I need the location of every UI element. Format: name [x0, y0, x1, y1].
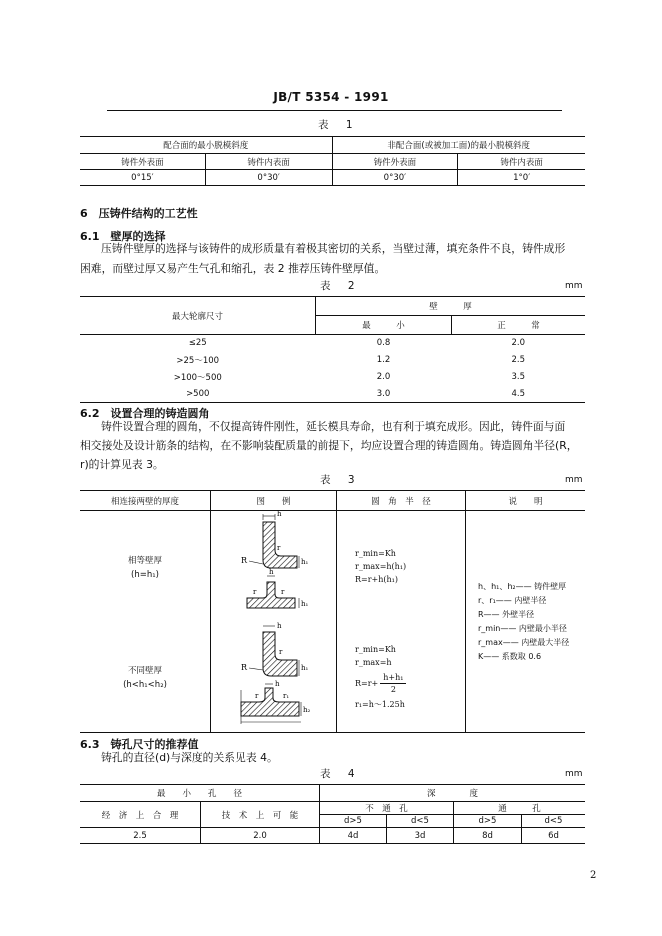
table2-head-min: 最 小 [316, 316, 452, 335]
note-item: R—— 外壁半径 [478, 609, 535, 619]
table2-cell: 0.8 [316, 335, 452, 352]
table1-caption: 表 1 [318, 119, 360, 131]
table3-row1-formulas [337, 511, 466, 623]
table2-caption: 表 2 [320, 280, 362, 292]
page-header: JB/T 5354 - 1991 [273, 90, 389, 104]
table1 [80, 136, 585, 186]
fig-label-R: R [241, 663, 248, 672]
section-6-2-para-line3: r)的计算见表 3。 [80, 458, 164, 471]
fig-label-r: r [255, 692, 259, 700]
table3-head-radius: 圆 角 半 径 [337, 491, 466, 511]
table4 [80, 784, 585, 844]
table2-cell: 3.0 [316, 386, 452, 403]
table2-head-wall: 壁 厚 [316, 297, 586, 316]
table3-head-thickness: 相连接两壁的厚度 [80, 491, 211, 511]
section-6-3-title: 6.3 铸孔尺寸的推荐值 [80, 738, 199, 751]
table1-group-b: 非配合面(或被加工面)的最小脱模斜度 [332, 137, 585, 154]
section-6-2-title: 6.2 设置合理的铸造圆角 [80, 407, 210, 420]
table1-cell: 0°30′ [205, 170, 332, 186]
table2-cell: 2.0 [452, 335, 586, 352]
row2-formula-R [355, 672, 465, 695]
table4-cell: 6d [522, 828, 586, 844]
fig-label-h2: h₂ [303, 706, 311, 714]
note-item: h、h₁、h₂—— 铸件壁厚 [478, 581, 567, 591]
table1-col-3: 铸件外表面 [332, 154, 458, 170]
table2-cell: 4.5 [452, 386, 586, 403]
fig-label-h1: h₁ [301, 558, 309, 566]
row1-formula-rmax: r_max=h(h₁) [355, 562, 407, 572]
row1-label-line1: 相等壁厚 [127, 555, 162, 566]
table4-head-through: 通 孔 [454, 802, 586, 815]
note-item: r_max—— 内壁最大半径 [478, 637, 570, 647]
fig-label-r: r [253, 588, 257, 596]
row2-fraction-num: h+h₁ [380, 672, 406, 684]
table4-unit: mm [565, 769, 583, 779]
table2 [80, 296, 585, 403]
row1-formula-rmin: r_min=Kh [355, 549, 396, 559]
table1-cell: 1°0′ [458, 170, 585, 186]
table4-caption: 表 4 [320, 768, 362, 780]
table2-cell: 3.5 [511, 372, 526, 382]
table3-unit: mm [565, 475, 583, 485]
figure-unequal-wall-l [241, 622, 309, 676]
fig-label-h1: h₁ [301, 600, 309, 608]
row1-label-line2: (h=h₁) [131, 569, 159, 580]
table1-group-a: 配合面的最小脱模斜度 [80, 137, 332, 154]
table1-col-2: 铸件内表面 [205, 154, 332, 170]
table1-col-4: 铸件内表面 [458, 154, 585, 170]
fig-label-R: R [241, 556, 248, 565]
table4-cell: 4d [320, 828, 387, 844]
row2-label-line2: (h<h₁<h₂) [123, 680, 167, 691]
row1-formula-R: R=r+h(h₁) [355, 575, 399, 585]
page-number: 2 [590, 870, 597, 881]
table2-head-normal: 正 常 [452, 316, 586, 335]
table1-cell: 0°30′ [332, 170, 458, 186]
figure-equal-wall-t [247, 568, 309, 608]
fig-label-h: h [277, 622, 282, 630]
note-item: r_min—— 内壁最小半径 [478, 623, 567, 633]
section-6-title: 6 压铸件结构的工艺性 [80, 207, 198, 220]
table3-caption: 表 3 [320, 474, 362, 486]
fig-label-h: h [277, 510, 282, 518]
section-6-3-para: 铸孔的直径(d)与深度的关系见表 4。 [101, 751, 278, 764]
table4-head-min-diameter: 最 小 孔 径 [80, 785, 320, 802]
table4-head-tech: 技 术 上 可 能 [201, 802, 320, 828]
fig-label-r: r [281, 588, 285, 596]
table2-cell: 2.5 [511, 355, 526, 365]
figure-unequal-wall-t [241, 680, 311, 724]
section-6-1-title: 6.1 壁厚的选择 [80, 230, 166, 243]
table4-cell: 8d [454, 828, 522, 844]
table4-sub: d>5 [320, 815, 387, 828]
table2-cell: >500 [80, 386, 316, 403]
table3-row2-formulas [337, 623, 466, 733]
table3-head-figure: 图 例 [211, 491, 337, 511]
table2-cell: ≤25 [80, 335, 316, 352]
table2-head-size: 最大轮廓尺寸 [80, 297, 316, 335]
table2-cell: 2.0 [376, 372, 391, 382]
row2-formula-rmin: r_min=Kh [355, 645, 396, 655]
fig-label-h: h [275, 680, 280, 688]
fig-label-h1: h₁ [301, 664, 309, 672]
fig-label-h: h [269, 568, 274, 576]
table4-cell: 2.5 [80, 828, 201, 844]
table4-sub: d<5 [522, 815, 586, 828]
figure-equal-wall-l [241, 510, 309, 568]
note-item: r、r₁—— 内壁半径 [478, 595, 547, 605]
table2-cell: 1.2 [376, 355, 391, 365]
table1-cell: 0°15′ [80, 170, 205, 186]
table4-head-depth: 深 度 [320, 785, 586, 802]
table3-head-notes: 说 明 [466, 491, 586, 511]
table4-cell: 3d [387, 828, 454, 844]
table4-cell: 2.0 [201, 828, 320, 844]
table2-cell: >100～500 [173, 373, 222, 383]
row2-fraction-den: 2 [390, 685, 396, 695]
table2-unit: mm [565, 281, 583, 291]
row2-label-line1: 不同壁厚 [127, 666, 162, 677]
row2-formula-r1: r₁=h～1.25h [355, 700, 405, 710]
table4-sub: d<5 [387, 815, 454, 828]
row2-formula-R-lhs: R=r+ [355, 679, 379, 689]
table2-cell: >25～100 [176, 356, 220, 366]
section-6-1-para-line2: 困难，而壁过厚又易产生气孔和缩孔，表 2 推荐压铸件壁厚值。 [80, 262, 386, 275]
fig-label-r: r [277, 544, 281, 552]
table4-sub: d>5 [454, 815, 522, 828]
table3-row2-label [80, 623, 211, 733]
section-6-2-para-line1: 铸件设置合理的圆角，不仅提高铸件刚性，延长模具寿命，也有利于填充成形。因此，铸件面与面 [101, 420, 566, 433]
row2-fraction [380, 672, 406, 695]
table4-head-econ: 经 济 上 合 理 [80, 802, 201, 828]
section-6-1-para-line1: 压铸件壁厚的选择与该铸件的成形质量有着极其密切的关系，当壁过薄，填充条件不良，铸件成形 [101, 242, 566, 255]
fig-label-r1: r₁ [283, 692, 290, 700]
table1-col-1: 铸件外表面 [80, 154, 205, 170]
table3-figures [211, 510, 336, 732]
note-item: K—— 系数取 0.6 [478, 651, 542, 661]
table3-notes [466, 511, 586, 733]
row2-formula-rmax: r_max=h [355, 658, 392, 668]
header-rule [107, 110, 562, 111]
fig-label-r: r [279, 648, 283, 656]
section-6-2-para-line2: 相交接处及设计筋条的结构，在不影响装配质量的前提下，均应设置合理的铸造圆角。铸造圆角半径(R， [80, 439, 578, 452]
table3-row1-label [80, 511, 211, 623]
table4-head-blind: 不 通 孔 [320, 802, 454, 815]
